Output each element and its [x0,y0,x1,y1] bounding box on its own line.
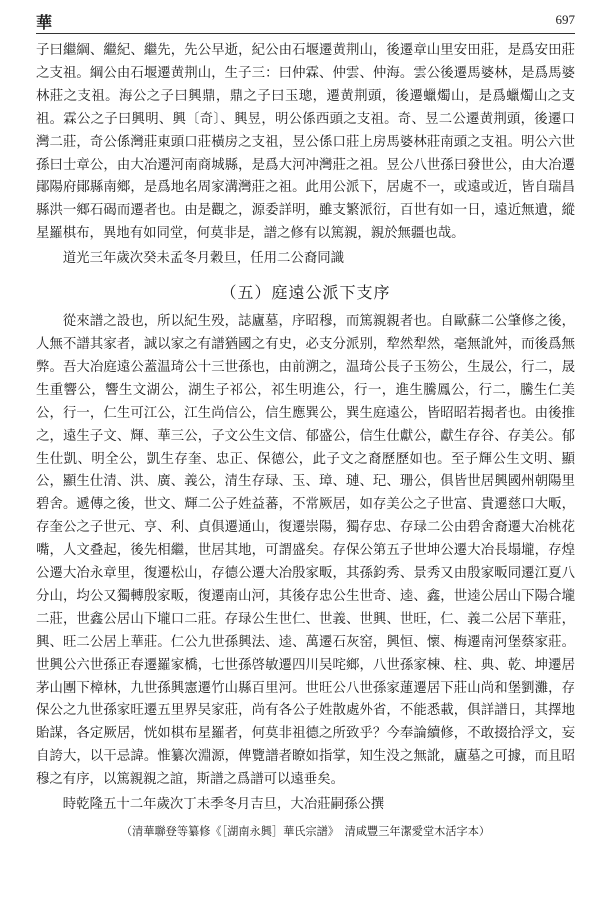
source-citation: （清華聯登等纂修《［湖南永興］華氏宗譜》 清咸豐三年潔愛堂木活字本） [120,825,491,838]
running-title: 華 [36,13,53,32]
section-title: （五）庭遠公派下支序 [220,283,391,303]
paragraph-1: 子曰繼綱、繼紀、繼先，先公早逝，紀公由石堰遷黄荆山，後遷章山里安田莊，是爲安田莊之支祖。綱公由石堰遷黄荆山，生子三：曰仲霖、仲雲、仲海。雲公後遷馬婆林，是爲馬婆林莊之支祖。海公之子曰興鼎，鼎之子曰玉璁，遷黄荆頭，後遷蠟燭山，是爲蠟燭山之支祖。霖公之子曰興明、興〔奇〕、興昱，明公係西頭之支祖。奇、昱二公遷黄荆頭，後遷口灣二莊，奇公係灣莊東頭口莊橫房之支祖，昱公係口莊上房馬婆林莊南頭之支祖。明公六世孫曰士章公，由大冶遷河南商城縣，是爲大河冲灣莊之祖。昱公八世孫曰發世公，由大冶遷鄖陽府鄖縣南鄉，是爲地名周家溝灣莊之祖。此用公派下，居處不一，或遠或近，皆自瑞昌縣洪一鄉石碣而遷者也。由是觀之，源委詳明，雖支繁派衍，百世有如一日，遠近無遺，縱星羅棋布，異地有如同堂，何莫非是，譜之修有以篤親，親於無疆也哉。 [36,43,575,242]
page-body [36,40,575,817]
page-number: 697 [555,12,575,27]
running-header [36,10,575,32]
paragraph-1-dateline: 道光三年歲次癸未孟冬月穀旦，任用二公裔同識 [62,251,344,267]
header-rule [36,33,575,34]
paragraph-2-dateline: 時乾隆五十二年歲次丁未季冬月吉旦，大冶莊嗣孫公撰 [62,797,385,813]
paragraph-2: 從來譜之設也，所以紀生殁，誌廬墓，序昭穆，而篤親親者也。自歐蘇二公肇修之後，人無不譜其家者，誠以家之有譜猶國之有史，必支分派别，犂然犁然，毫無訛舛，而後爲無弊。吾大冶庭遠公蓋温琦公十三世孫也，由前溯之，温琦公長子玉笏公，生晟公，行二，晟生重響公，響生文湖公，湖生子祁公，祁生明進公，行一，進生騰鳳公，行二，騰生仁美公，行一，仁生可江公，江生尚信公，信生應巽公，巽生庭遠公，皆昭昭若揭者也。由後推之，遠生子文、輝、華三公，子文公生文信、郁盛公，信生仕獻公，獻生存谷、存美公。郁生仕凱、明全公，凱生存奎、忠正、保德公，此子文之裔歷歷如也。至子輝公生文明、顯公，顯生仕清、洪、廣、義公，清生存琭、玉、璋、璉、玘、珊公，俱皆世居興國州朝陽里碧舍。遞傳之後，世文、輝二公子姓益蕃，不常厥居，如存美公之子世富、貴遷慈口大畈，存奎公之子世元、亨、利、貞俱遷通山，復遷崇陽，獨存忠、存琭二公由碧舍裔遷大冶桃花嘴，人文叠起，後先相繼，世居其地，可謂盛矣。存保公第五子世坤公遷大冶長塌壠，存煌公遷大冶永章里，復遷松山，存德公遷大冶殷家畈，其孫鈞秀、景秀又由殷家畈同遷江夏八分山，均公又獨轉殷家畈，復遷南山河，其後存忠公生世奇、逵、鑫，世逵公居山下陽合壠二莊，世鑫公居山下壠口二莊。存琭公生世仁、世義、世興、世旺，仁、義二公居下華莊，興、旺二公居上華莊。仁公九世孫興法、逵、萬遷石灰窑，興恒、懷、梅遷南河堡蔡家莊。世興公六世孫正春遷羅家橋，七世孫啓敏遷四川吴咤鄉，八世孫家棟、柱、典、乾、坤遷居茅山團下樟林，九世孫興憲遷竹山縣百里河。世旺公八世孫家蓮遷居下莊山尚和堡劉灘，存保公之九世孫家旺遷五里界吴家莊，尚有各公子姓散處外省，不能悉載，俱詳譜日，其擇地貽謀，各定厥居，恍如棋布星羅者，何莫非祖德之所致乎？今奉論續修，不敢掇拾浮文，妄自誇大，以干忌諱。惟纂次淵源，俾覽譜者瞭如指掌，知生没之無訛，廬墓之可據，而且昭穆之有序，以篤親親之誼，斯譜之爲譜可以遠垂矣。 [36,314,575,788]
